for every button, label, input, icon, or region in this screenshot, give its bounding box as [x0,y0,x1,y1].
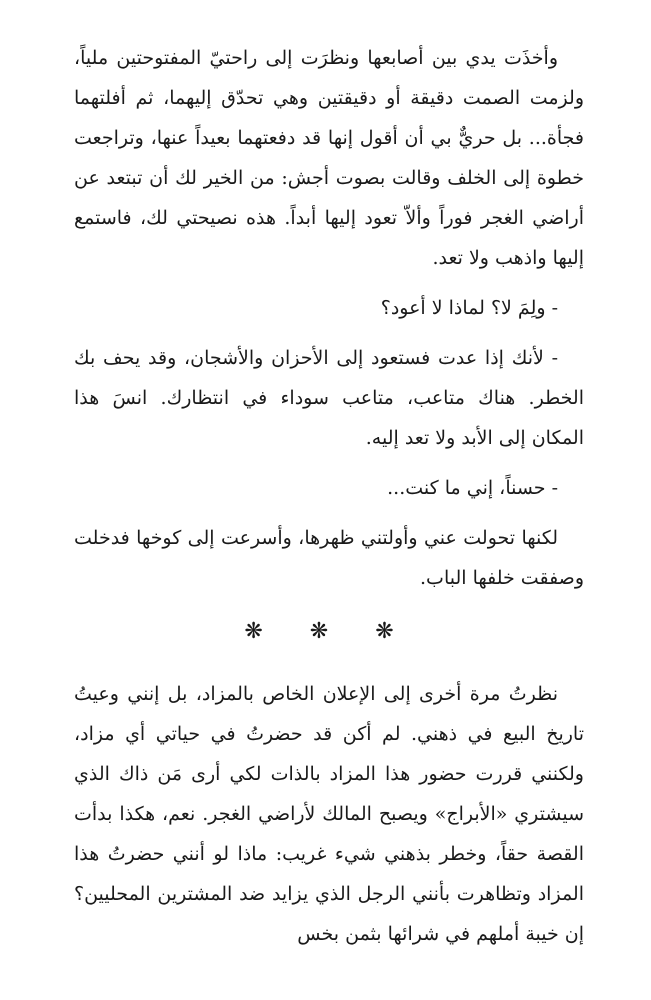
text-line: انسَ هذا المكان إلى الأبد ولا تعد إليه. [74,387,584,449]
text-line: ثم أفلتهما فجأة... بل حريٌّ بي أن أقول إنها قد دفعتهما بعيداً [74,87,584,149]
book-page [74,38,584,954]
text-line: عنها، وتراجعت خطوة إلى الخلف وقالت بصوت أجش: من [74,127,584,189]
text-line: مزاد، ولكنني قررت حضور هذا المزاد بالذات لكي أرى مَن [74,723,584,785]
text-line: وعيتُ تاريخ البيع في ذهني. لم أكن قد حضرتُ في حياتي أي [74,683,584,745]
dialogue-line-why [74,288,584,328]
dialogue-line-because [74,338,584,458]
paragraph-warning [74,38,584,278]
text-line: ملياً، ولزمت الصمت دقيقة أو دقيقتين وهي تحدّق إليهما، [74,47,584,109]
text-line: - حسناً، إني ما كنت... [387,477,558,499]
text-line: يحف بك الخطر. هناك متاعب، متاعب سوداء في انتظارك. [74,347,584,409]
text-line: وأخذَت يدي بين أصابعها ونظرَت إلى راحتيّ المفتوحتين [116,47,559,69]
paragraph-auction [74,674,584,954]
dialogue-line-fine [74,468,584,508]
section-separator: ❋ ❋ ❋ [244,619,414,644]
text-line: نعم، هكذا بدأت القصة حقاً، وخطر بذهني شيء غريب: ماذا [74,803,584,865]
paragraph-departure [74,518,584,598]
text-line: ضد المشترين المحليين؟ إن خيبة أملهم في شرائها بثمن بخس [74,883,584,945]
text-line: ذاك الذي سيشتري «الأبراج» ويصبح المالك لأراضي الغجر. [74,763,584,825]
text-line: الخير لك أن تبتعد عن أراضي الغجر فوراً وألاّ تعود إليها أبداً. [74,167,584,229]
text-line: هذه نصيحتي لك، فاستمع إليها واذهب ولا تعد. [74,207,584,269]
text-line: فدخلت وصفقت خلفها الباب. [74,527,584,589]
text-line: - لأنك إذا عدت فستعود إلى الأحزان والأشجان، وقد [148,347,558,369]
text-line: - ولِمَ لا؟ لماذا لا أعود؟ [380,297,558,319]
text-line: نظرتُ مرة أخرى إلى الإعلان الخاص بالمزاد، بل إنني [127,683,558,705]
text-line: لكنها تحولت عني وأولتني ظهرها، وأسرعت إلى كوخها [136,527,558,549]
text-line: لو أنني حضرتُ هذا المزاد وتظاهرت بأنني الرجل الذي يزايد [74,843,584,905]
